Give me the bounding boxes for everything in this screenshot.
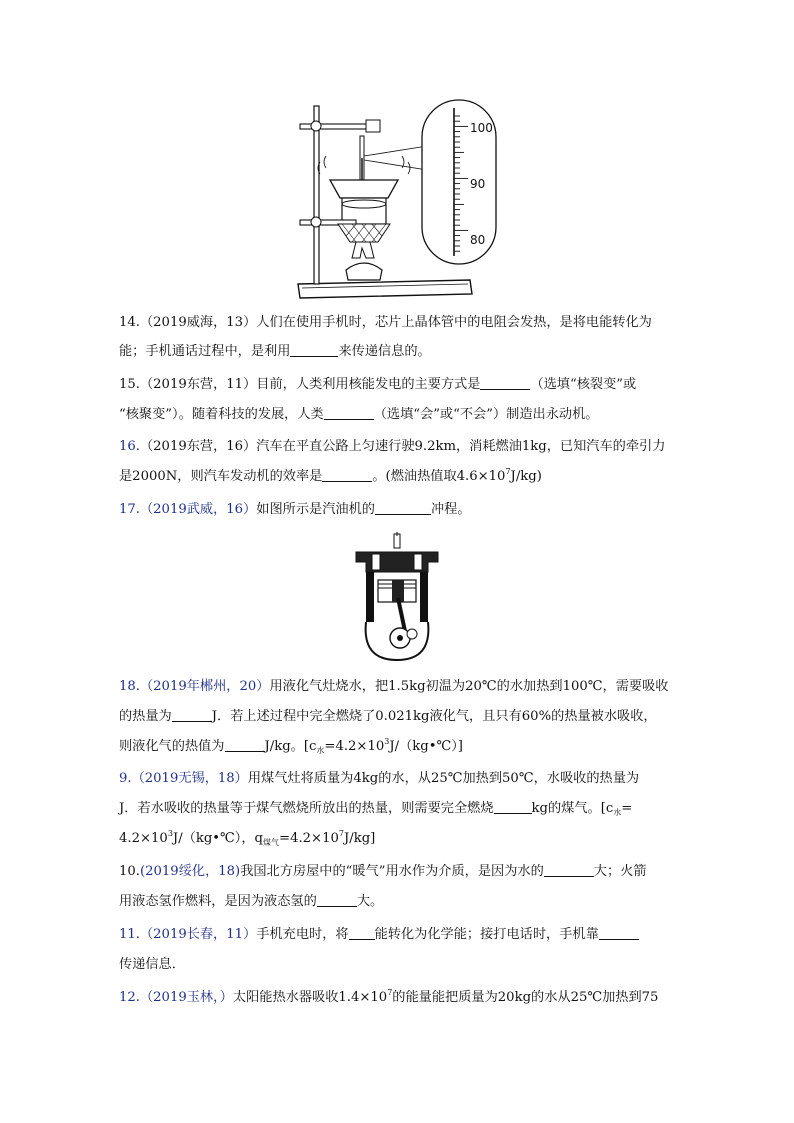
question-18-line1: 18.（2019年郴州，20）用液化气灶烧水，把1.5kg初温为20℃的水加热到100℃，需要吸收 [119,679,669,694]
question-15-line1: 15.（2019东营，11）目前，人类利用核能发电的主要方式是 （选填“核裂变”或 [119,377,637,392]
question-18-line3: 则液化气的热值为 J/kg。$[c_水=4.2\times 10^3J/(kg•℃)]$ [119,737,463,755]
question-12-line1: 12.（2019玉林，）太阳能热水器吸收$1.4\times 10^7$的能量能把质量为20kg的水从25℃加热到75 [119,988,659,1005]
answer-blank[interactable] [494,799,532,814]
answer-blank[interactable] [324,405,374,420]
engine-drawing [352,532,442,662]
apparatus-drawing [290,98,500,304]
tick-label-80: 80 [470,233,486,247]
answer-blank[interactable] [172,707,212,722]
question-10-line2: 用液态氢作燃料，是因为液态氢的 大。 [119,894,384,909]
question-11-line1: 11.（2019长春，11）手机充电时，将 能转化为化学能；接打电话时，手机靠 [119,925,679,945]
question-17: 17.（2019武威，16）如图所示是汽油机的 冲程。 [119,502,471,517]
question-9-line1: 9.（2019无锡，18）用煤气灶将质量为4kg的水，从25℃加热到50℃，水吸收的热量为 [119,771,640,786]
question-15-line2: “核聚变”）。随着科技的发展，人类 （选填“会”或“不会”）制造出永动机。 [119,407,599,422]
answer-blank[interactable] [599,925,639,940]
answer-blank[interactable] [375,500,431,515]
answer-blank[interactable] [480,375,530,390]
thermometer-apparatus-figure [290,98,500,304]
answer-blank[interactable] [290,342,338,357]
question-16-line2: 是2000N，则汽车发动机的效率是 。(燃油热值取$4.6\times 10^7J/kg$) [119,467,542,484]
answer-blank[interactable] [322,467,372,482]
question-9-line3: $4.2\times 10^3J/(kg•℃)$，$q_{煤气}=4.2\times 10^7J/kg$] [119,829,376,847]
question-18-line2: 的热量为 J．若上述过程中完全燃烧了0.021kg液化气，且只有60%的热量被水吸收， [119,709,657,724]
answer-blank[interactable] [544,862,594,877]
question-11-line2: 传递信息． [119,957,185,972]
question-14-line1: 14.（2019威海，13）人们在使用手机时，芯片上晶体管中的电阻会发热，是将电能转化为 [119,315,652,330]
answer-blank[interactable] [225,737,265,752]
answer-blank[interactable] [349,925,375,940]
question-10-line1: 10.(2019绥化，18)我国北方房屋中的“暖气”用水作为介质，是因为水的 大；火箭 [119,864,647,879]
answer-blank[interactable] [317,892,357,907]
question-9-line2: J．若水吸收的热量等于煤气燃烧所放出的热量，则需要完全燃烧 kg的煤气。[$c_水=$ [119,801,633,817]
question-16-line1: 16.（2019东营，16）汽车在平直公路上匀速行驶9.2km，消耗燃油1kg，已知汽车的牵引力 [119,439,666,454]
tick-label-100: 100 [470,121,493,135]
tick-label-90: 90 [470,177,486,191]
question-14-line2: 能；手机通话过程中，是利用 来传递信息的。 [119,344,431,359]
gasoline-engine-figure [352,532,442,662]
